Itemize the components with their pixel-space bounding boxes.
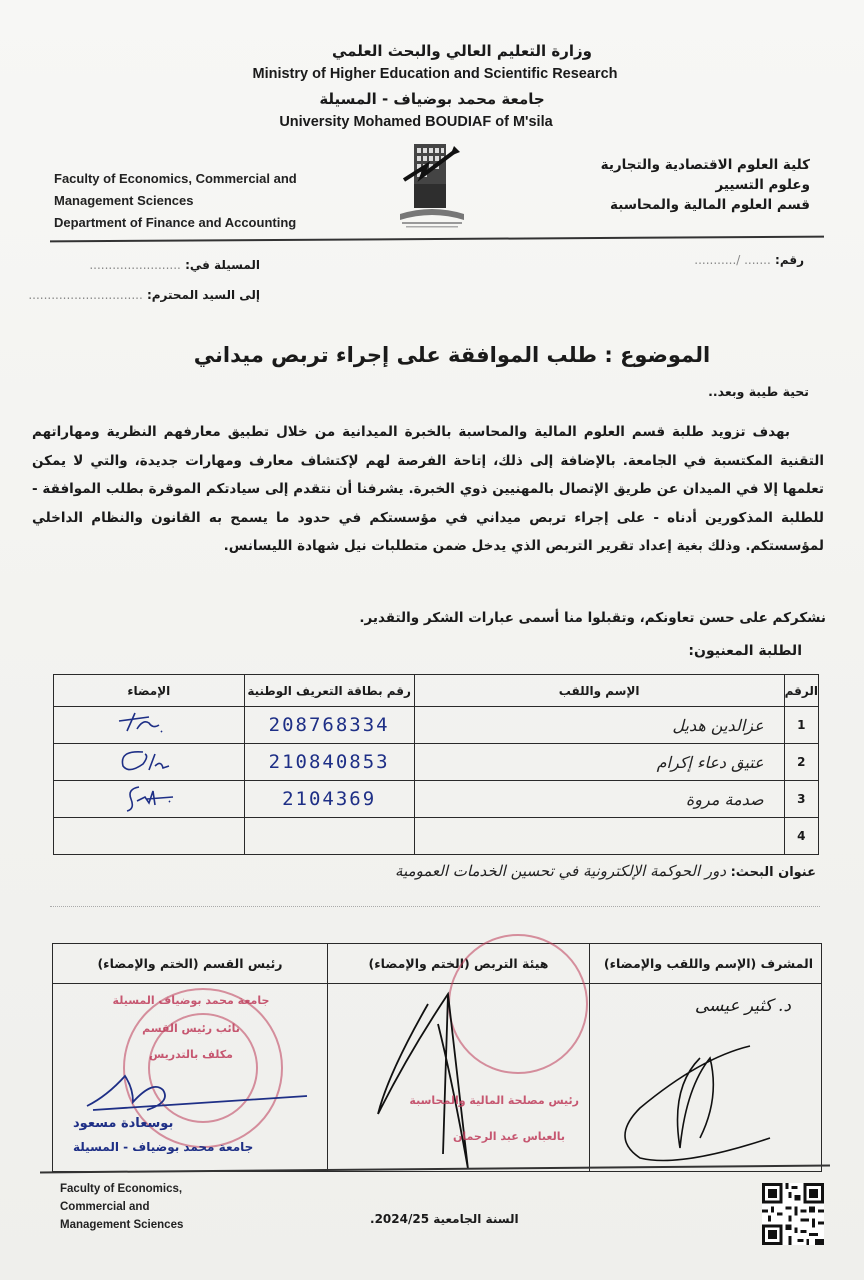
footer-faculty xyxy=(60,1180,183,1234)
student-name: عتيق دعاء إكرام xyxy=(414,744,784,781)
row-number: 4 xyxy=(784,818,818,855)
faculty-ar-line: كلية العلوم الاقتصادية والتجارية xyxy=(600,157,810,173)
row-number: 1 xyxy=(784,707,818,744)
reference-label: رقم: xyxy=(775,253,804,267)
col-header-supervisor: المشرف (الإسم واللقب والإمضاء) xyxy=(590,944,822,984)
student-signature xyxy=(54,818,245,855)
approvals-header xyxy=(53,944,822,984)
col-header-host: هيئة التربص (الختم والإمضاء) xyxy=(328,944,590,984)
students-table-header xyxy=(54,675,819,707)
letter-subject: الموضوع : طلب الموافقة على إجراء تربص ميداني xyxy=(193,343,711,367)
academic-year: السنة الجامعية 2024/25. xyxy=(370,1212,519,1226)
col-header-number: الرقم xyxy=(784,675,818,707)
table-row xyxy=(54,744,819,781)
student-signature xyxy=(54,707,245,744)
col-header-name: الإسم واللقب xyxy=(414,675,784,707)
research-label: عنوان البحث: xyxy=(730,865,816,880)
addressee-placeholder: .............................. xyxy=(28,288,143,302)
row-number: 3 xyxy=(784,781,818,818)
host-cell xyxy=(328,984,590,1172)
host-stamp xyxy=(448,934,588,1074)
letter-body-paragraph: بهدف تزويد طلبة قسم العلوم المالية والمحاسبة بالخبرة الميدانية من خلال تطبيق معارفهم النظرية ومهاراتهم التقنية المكتسبة في الجامعة. بالإضافة إلى ذلك، إتاحة الفرصة لهم لإكتشاف معارف ومهارات جديدة، والتي لا يمكن تعلمها إلا في الميدان عن طريق الإتصال بالمهنيين ذوي الخبرة. يشرفنا أن نتقدم إلى سيادتكم الموقرة بطلب الموافقة - للطلبة المذكورين أدناه - على إجراء تربص ميداني في مؤسستكم في حدود ما يسمح به القانون والنظام الداخلي لمؤسستكم. وذلك بغية إعداد تقرير التربص الذي يدخل ضمن متطلبات نيل شهادة الليسانس. xyxy=(32,424,824,554)
department-ar-line: قسم العلوم المالية والمحاسبة xyxy=(610,197,810,213)
faculty-logo-icon xyxy=(392,140,472,232)
place-placeholder: ........................ xyxy=(89,258,181,272)
footer-faculty-line: Commercial and xyxy=(60,1201,150,1213)
ministry-english: Ministry of Higher Education and Scientific Research xyxy=(252,66,618,82)
student-name: صدمة مروة xyxy=(414,781,784,818)
national-id: 208768334 xyxy=(244,707,414,744)
row-number: 2 xyxy=(784,744,818,781)
faculty-en-line: Faculty of Economics, Commercial and xyxy=(54,171,297,186)
university-english: University Mohamed BOUDIAF of M'sila xyxy=(279,114,553,130)
dept-head-name: بوسعادة مسعود xyxy=(73,1116,174,1131)
header-divider xyxy=(50,236,824,243)
table-row xyxy=(54,818,819,855)
table-row xyxy=(54,707,819,744)
dept-stamp-line: جامعة محمد بوضياف المسيلة xyxy=(112,994,270,1007)
student-signature xyxy=(54,781,245,818)
host-stamp-line: بالعباس عبد الرحمان xyxy=(453,1130,565,1143)
col-header-id: رقم بطاقة التعريف الوطنية xyxy=(244,675,414,707)
university-arabic: جامعة محمد بوضياف - المسيلة xyxy=(319,90,545,108)
signature-scribble-icon xyxy=(109,783,189,813)
student-name: عزالدين هديل xyxy=(414,707,784,744)
department-head-cell xyxy=(53,984,328,1172)
host-stamp-line: رئيس مصلحة المالية والمحاسبة xyxy=(409,1094,579,1107)
col-header-signature: الإمضاء xyxy=(54,675,245,707)
table-row xyxy=(54,781,819,818)
addressee-label: إلى السيد المحترم: xyxy=(146,288,260,302)
signature-scribble-icon xyxy=(109,709,189,739)
dept-stamp-line: نائب رئيس القسم xyxy=(142,1022,240,1035)
research-value: دور الحوكمة الإلكترونية في تحسين الخدمات العمومية xyxy=(395,862,727,880)
signature-scribble-icon xyxy=(109,746,189,776)
letter-closing: نشكركم على حسن تعاونكم، وتقبلوا منا أسمى عبارات الشكر والتقدير. xyxy=(359,610,826,626)
research-title xyxy=(395,862,816,880)
reference-placeholder: ....... /........... xyxy=(694,253,771,267)
faculty-english-block xyxy=(54,168,354,234)
addressee xyxy=(20,288,260,302)
place-date xyxy=(60,258,260,272)
national-id: 210840853 xyxy=(244,744,414,781)
ministry-arabic: وزارة التعليم العالي والبحث العلمي xyxy=(331,42,593,60)
qr-code-icon[interactable] xyxy=(762,1183,824,1245)
dept-stamp-line: جامعة محمد بوضياف - المسيلة xyxy=(73,1140,254,1154)
supervisor-cell xyxy=(590,984,822,1172)
letter-greeting: تحية طيبة وبعد.. xyxy=(708,384,809,399)
students-label: الطلبة المعنيون: xyxy=(688,643,802,659)
letter-body xyxy=(32,418,824,561)
place-label: المسيلة في: xyxy=(185,258,260,272)
supervisor-name: د. كثير عيسى xyxy=(694,996,791,1016)
faculty-en-line: Management Sciences xyxy=(54,193,194,208)
footer-faculty-line: Management Sciences xyxy=(60,1219,184,1231)
student-name xyxy=(414,818,784,855)
faculty-arabic-block xyxy=(510,155,810,215)
national-id: 2104369 xyxy=(244,781,414,818)
footer-faculty-line: Faculty of Economics, xyxy=(60,1183,183,1195)
student-signature xyxy=(54,744,245,781)
faculty-ar-line: وعلوم التسيير xyxy=(715,177,810,193)
col-header-department-head: رئيس القسم (الختم والإمضاء) xyxy=(53,944,328,984)
reference-number xyxy=(694,253,804,267)
approvals-row xyxy=(53,984,822,1172)
supervisor-signature-icon xyxy=(600,1032,810,1168)
national-id xyxy=(244,818,414,855)
dept-stamp-line: مكلف بالتدريس xyxy=(149,1048,233,1061)
department-en-line: Department of Finance and Accounting xyxy=(54,215,297,230)
research-dotted-line xyxy=(50,905,820,907)
approvals-table xyxy=(52,943,822,1172)
students-table xyxy=(53,674,819,855)
